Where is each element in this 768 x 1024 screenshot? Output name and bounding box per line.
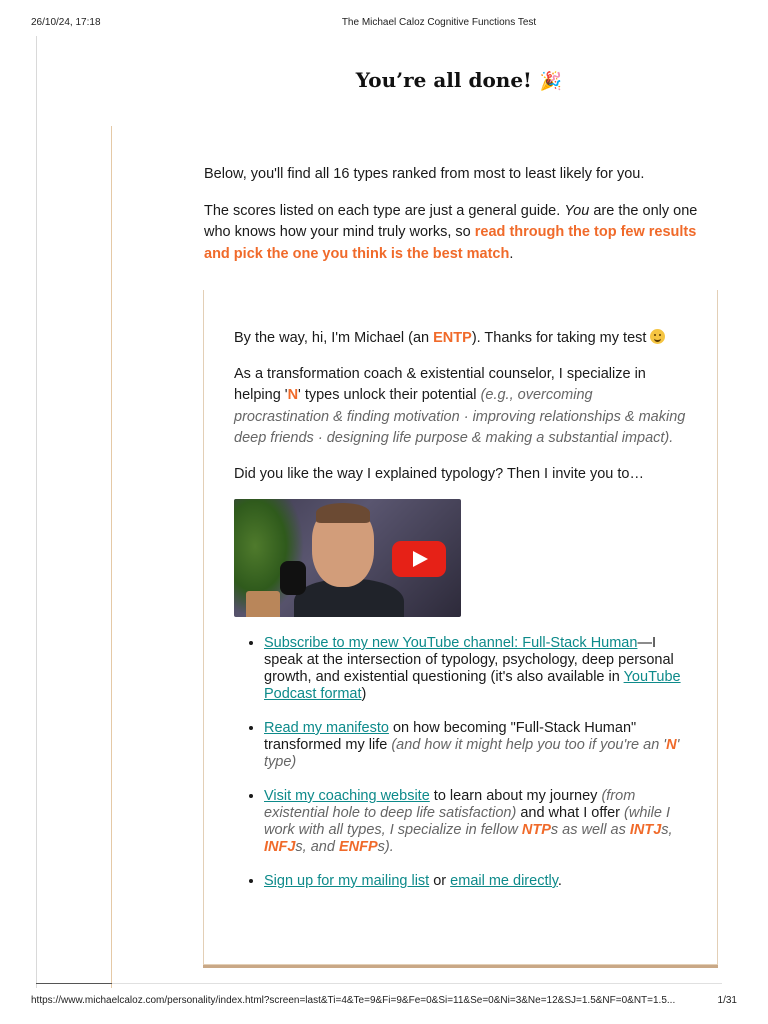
print-header: [0, 17, 768, 31]
print-doc-title: The Michael Caloz Cognitive Functions Test: [341, 17, 537, 28]
youtube-podcast-link[interactable]: YouTube Podcast format: [264, 669, 681, 702]
person-hair: [316, 503, 370, 523]
print-footer: [0, 995, 768, 1009]
coaching-website-link[interactable]: Visit my coaching website: [264, 788, 430, 804]
page-border-left: [36, 36, 37, 988]
coaching-note: (from existential hole to deep life satisfaction): [264, 788, 636, 821]
coaching-text: and what I offer: [520, 805, 621, 821]
list-item-coaching: [264, 788, 689, 856]
youtube-channel-link[interactable]: Subscribe to my new YouTube channel: Full-Stack Human: [264, 635, 638, 651]
n-type-letter: N: [287, 387, 299, 403]
youtube-description: —I speak at the intersection of typology, psychology, deep personal growth, and existential questioning (it's also available in: [264, 635, 674, 685]
coaching-paragraph: [234, 364, 689, 450]
intro-text: .: [509, 245, 514, 262]
intro-paragraph-2: [204, 201, 714, 266]
type-enfp: ENFP: [338, 839, 378, 855]
print-url: https://www.michaelcaloz.com/personality/index.html?screen=last&Ti=4&Te=9&Fi=9&Fe=0&Si=11&Se=0&Ni=3&Ne=12&SJ=1.5&NF=0&NT=1.5...: [31, 995, 676, 1006]
manifesto-description: on how becoming "Full-Stack Human" transformed my life: [264, 720, 637, 753]
invite-paragraph: Did you like the way I explained typology? Then I invite you to…: [234, 465, 644, 482]
greeting-paragraph: [234, 328, 689, 350]
youtube-video-thumbnail[interactable]: [234, 499, 461, 617]
intro-text: are the only one who knows how your mind truly works, so: [204, 202, 698, 240]
intro-section: [204, 164, 714, 280]
plant-pot: [246, 591, 280, 617]
manifesto-note-text: (and how it might help you too if you're an ': [391, 737, 667, 753]
list-text: or: [433, 873, 447, 889]
page-divider-light: [112, 983, 722, 984]
mailing-list-link[interactable]: Sign up for my mailing list: [264, 873, 430, 889]
intro-paragraph-1: Below, you'll find all 16 types ranked from most to least likely for you.: [204, 166, 645, 182]
type-infj: INFJ: [264, 839, 296, 855]
print-datetime: 26/10/24, 17:18: [31, 17, 101, 28]
coaching-examples: (e.g., overcoming procrastination & finding motivation · improving relationships & making deep friends · designing life purpose & making a substantial impact).: [234, 387, 686, 446]
manifesto-link[interactable]: Read my manifesto: [264, 720, 389, 736]
microphone-icon: [280, 561, 306, 595]
greeting-text: By the way, hi, I'm Michael (an: [234, 330, 430, 346]
type-ntp: NTP: [521, 822, 551, 838]
type-intj: INTJ: [629, 822, 662, 838]
intro-highlight: read through the top few results and pick the one you think is the best match: [204, 224, 697, 262]
coaching-text: ' types unlock their potential: [298, 387, 477, 403]
coaching-note: (while I work with all types, I specialize in fellow: [264, 805, 670, 838]
print-page-number: 1/31: [717, 995, 737, 1006]
content-border-left: [111, 126, 112, 988]
list-item-mailing: [264, 873, 689, 890]
author-type: ENTP: [433, 330, 472, 346]
intro-text: The scores listed on each type are just a general guide.: [204, 202, 561, 219]
list-text: .: [557, 873, 562, 889]
greeting-text: ). Thanks for taking my test: [471, 330, 647, 346]
page-title: [0, 68, 768, 92]
page-divider: [36, 983, 112, 984]
youtube-play-icon[interactable]: [392, 541, 446, 577]
party-popper-icon: 🎉: [539, 71, 563, 92]
smiley-icon: [650, 329, 665, 344]
list-item-youtube: [264, 635, 689, 703]
page-title-text: You’re all done!: [355, 68, 532, 92]
coaching-text: As a transformation coach & existential counselor, I specialize in helping ': [234, 365, 646, 403]
coaching-note: s, and: [295, 839, 335, 855]
intro-emphasis: You: [564, 202, 590, 219]
coaching-note: s as well as: [550, 822, 626, 838]
manifesto-note-text: ' type): [264, 737, 680, 770]
author-card-content: [234, 328, 689, 907]
coaching-text: to learn about my journey: [433, 788, 598, 804]
email-link[interactable]: email me directly: [450, 873, 558, 889]
coaching-note: s).: [377, 839, 394, 855]
list-item-manifesto: [264, 720, 689, 771]
n-type-letter: N: [666, 737, 677, 753]
coaching-note: s,: [661, 822, 673, 838]
author-card: [203, 290, 718, 965]
list-text: ): [361, 686, 367, 702]
links-list: [234, 635, 689, 890]
